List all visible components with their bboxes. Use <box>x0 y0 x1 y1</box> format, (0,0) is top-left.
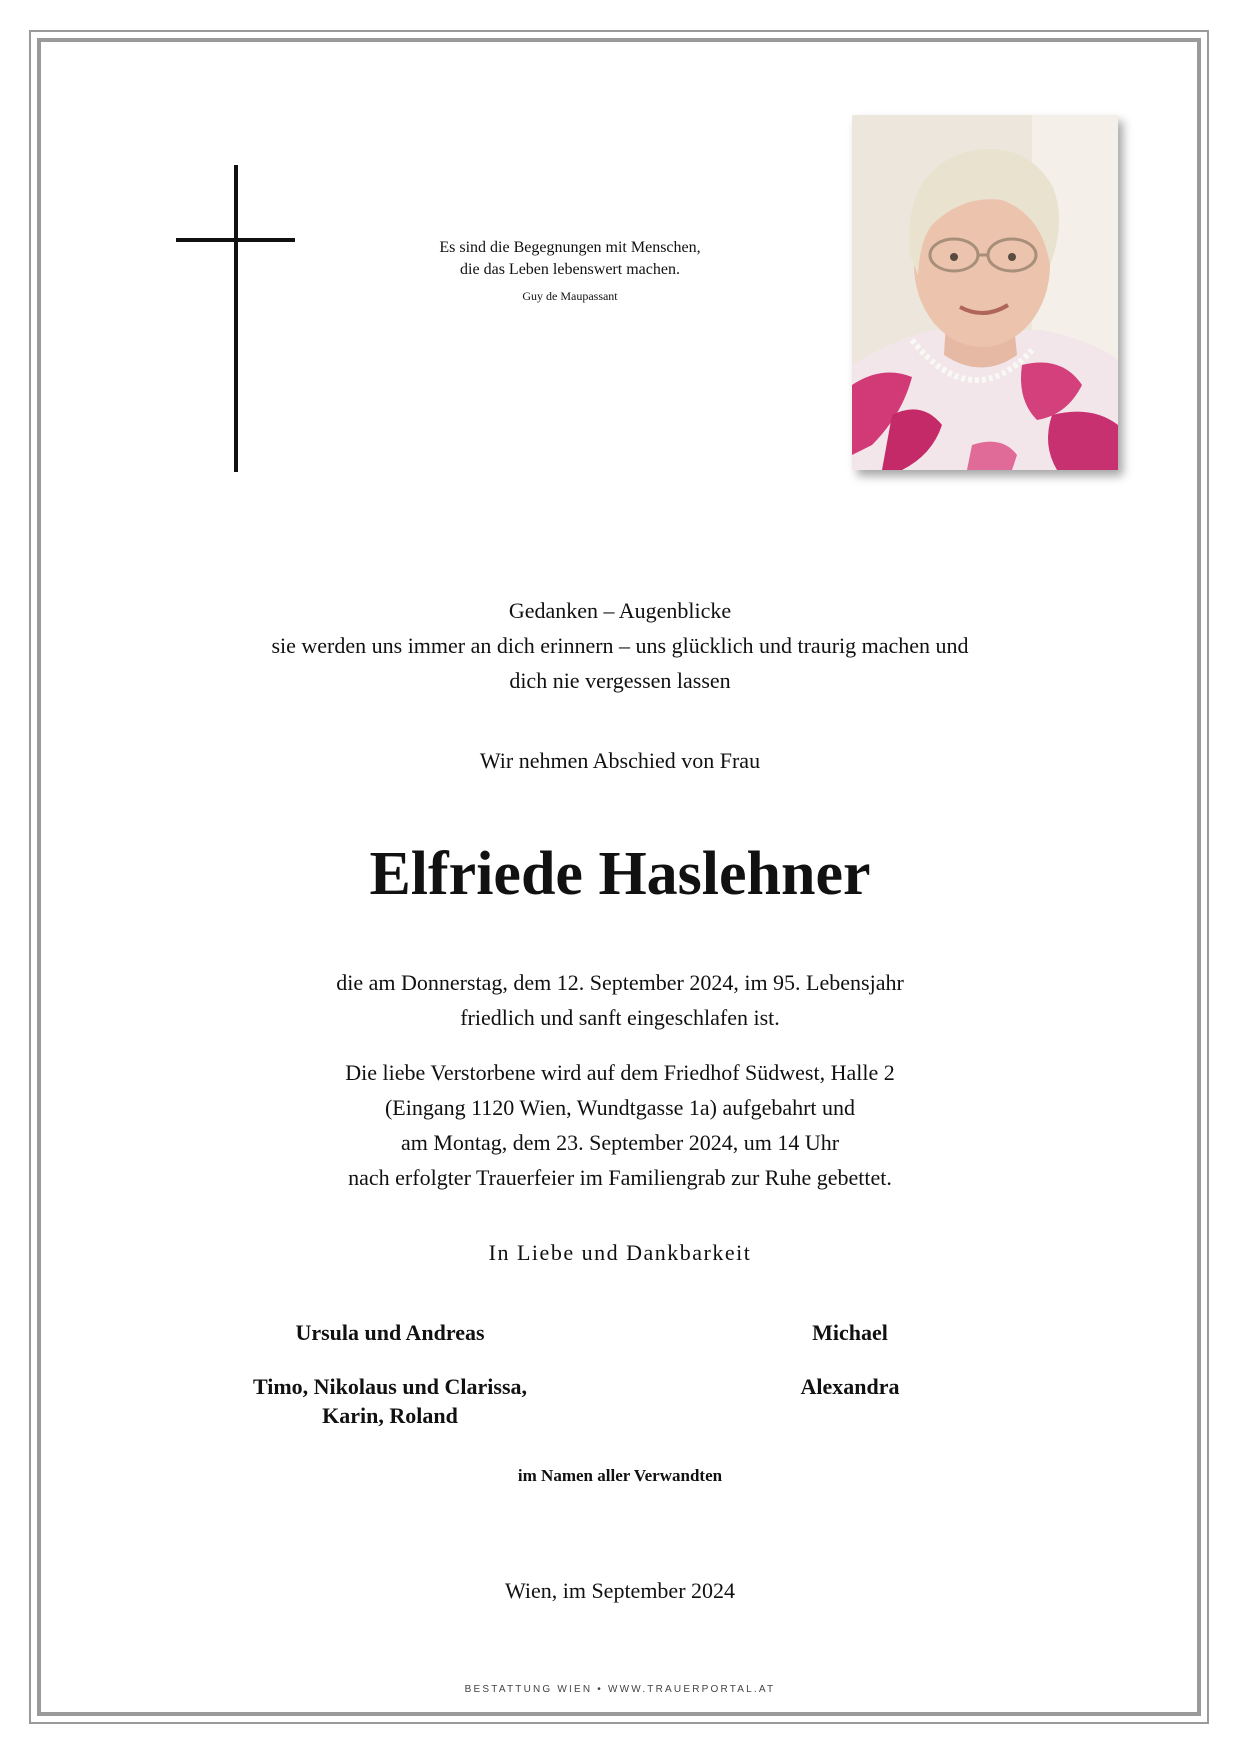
quote-author: Guy de Maupassant <box>522 289 618 303</box>
relatives-line: im Namen aller Verwandten <box>517 1466 723 1485</box>
mourner-left-2-line-2: Karin, Roland <box>322 1403 458 1428</box>
poem-line-1: Gedanken – Augenblicke <box>508 598 732 623</box>
poem-line-2: sie werden uns immer an dich erinnern – uns glücklich und traurig machen und <box>271 633 969 658</box>
cross-vertical-bar <box>234 165 238 472</box>
portrait-photo <box>852 115 1118 470</box>
funeral-info-line-1: Die liebe Verstorbene wird auf dem Friedhof Südwest, Halle 2 <box>345 1060 895 1085</box>
thanks-line: In Liebe und Dankbarkeit <box>488 1240 752 1265</box>
death-notice-line-1: die am Donnerstag, dem 12. September 2024, im 95. Lebensjahr <box>336 970 904 995</box>
mourner-left-2-line-1: Timo, Nikolaus und Clarissa, <box>252 1374 528 1399</box>
funeral-info-line-2: (Eingang 1120 Wien, Wundtgasse 1a) aufgebahrt und <box>384 1095 856 1120</box>
mourner-right-1: Michael <box>812 1320 888 1345</box>
footer-text: BESTATTUNG WIEN • WWW.TRAUERPORTAL.AT <box>464 1684 776 1695</box>
funeral-info-line-4: nach erfolgter Trauerfeier im Familiengrab zur Ruhe gebettet. <box>348 1165 892 1190</box>
quote-line-2: die das Leben lebenswert machen. <box>460 261 680 278</box>
mourner-left-2 <box>180 1372 600 1430</box>
death-notice <box>160 965 1080 1035</box>
deceased-name: Elfriede Haslehner <box>369 840 871 908</box>
cross-horizontal-bar <box>176 238 295 242</box>
mourner-right-2: Alexandra <box>800 1374 900 1399</box>
poem-line-3: dich nie vergessen lassen <box>509 668 731 693</box>
quote-line-1: Es sind die Begegnungen mit Menschen, <box>439 239 701 256</box>
farewell-intro: Wir nehmen Abschied von Frau <box>479 748 761 773</box>
portrait-illustration <box>852 115 1118 470</box>
death-notice-line-2: friedlich und sanft eingeschlafen ist. <box>460 1005 780 1030</box>
funeral-info <box>160 1055 1080 1195</box>
mourner-left-1: Ursula und Andreas <box>295 1320 485 1345</box>
funeral-info-line-3: am Montag, dem 23. September 2024, um 14 Uhr <box>400 1130 840 1155</box>
poem <box>160 593 1080 698</box>
quote-block <box>370 237 770 305</box>
place-date: Wien, im September 2024 <box>504 1578 736 1603</box>
